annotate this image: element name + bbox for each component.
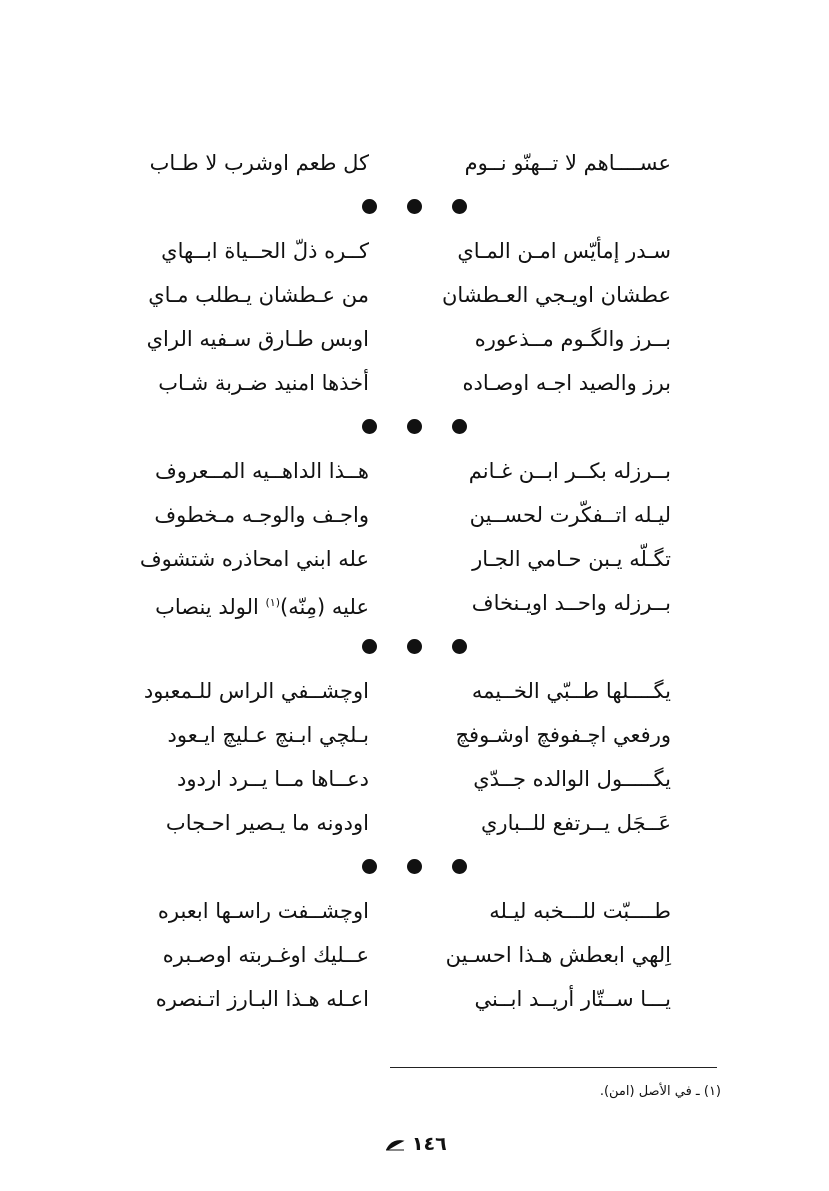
dot-icon [407,639,422,654]
verse-first-hemistich: طــــبّت للـــخبه ليـله [489,899,671,923]
stanza-separator [0,404,829,448]
dot-icon [452,199,467,214]
page-number: ١٤٦ [411,1133,447,1155]
verse-first-hemistich: عســــاهم لا تــهنّو نــوم [464,151,671,175]
verse-line [0,272,829,316]
footnote-reference: (١) [265,596,281,609]
dot-icon [362,199,377,214]
verse-first-hemistich: ورفعي اچـفوفچ اوشـوفچ [455,723,671,747]
verse-second-hemistich [155,588,369,622]
dot-icon [407,199,422,214]
dot-icon [362,639,377,654]
verse-line [0,888,829,932]
verse-first-hemistich: بــرزله بكــر ابــن غـانم [468,459,671,483]
verse-second-hemistich: واجـف والوجـه مـخطوف [154,503,369,527]
quill-ornament-icon [385,1139,405,1151]
verse-first-hemistich: يگـــــول الوالده جــدّي [473,767,671,791]
verse-first-hemistich: عطشان اويـجي العـطشان [442,283,671,307]
verse-second-hemistich: اودونه ما يـصير احـجاب [165,811,369,835]
verse-first-hemistich: برز والصيد اجـه اوصـاده [462,371,671,395]
verse-first-hemistich: بــرزله واحــد اويـنخاف [471,591,671,615]
verse-line [0,316,829,360]
dot-icon [452,639,467,654]
dot-icon [452,859,467,874]
verse-first-hemistich: بــرز والگـوم مــذعوره [474,327,671,351]
verse-line [0,448,829,492]
stanza-separator [0,844,829,888]
verse-line [0,712,829,756]
verse-first-hemistich: تگـلّه يـبن حـامي الجـار [472,547,671,571]
verse-line [0,580,829,624]
dot-icon [407,419,422,434]
verse-second-hemistich: كــره ذلّ الحــياة ابــهاي [161,239,369,263]
stanza-separator [0,184,829,228]
verse-text: عليه (مِنّه) [280,595,369,619]
verse-first-hemistich: اِلهي ابعطش هـذا احسـين [445,943,671,967]
verse-line [0,976,829,1020]
footnote-divider [390,1067,717,1068]
verse-line [0,756,829,800]
verse-second-hemistich: بـلچي ابـنچ عـليچ ايـعود [167,723,369,747]
verse-second-hemistich: هــذا الداهــيه المــعروف [155,459,369,483]
verse-line [0,800,829,844]
verse-line [0,140,829,184]
verse-line [0,360,829,404]
verse-second-hemistich: اعـله هـذا البـارز اتـنصره [155,987,369,1011]
verse-line [0,668,829,712]
dot-icon [407,859,422,874]
verse-second-hemistich: من عـطشان يـطلب مـاي [148,283,369,307]
verse-first-hemistich: عَــجَل يــرتفع للــباري [481,811,671,835]
poem-body [0,140,829,1020]
verse-line [0,492,829,536]
dot-icon [362,419,377,434]
verse-second-hemistich: اوبس طـارق سـفيه الراي [146,327,369,351]
verse-line [0,228,829,272]
verse-second-hemistich: دعــاها مــا يــرد اردود [177,767,369,791]
verse-second-hemistich: عــليك اوغـربته اوصـبره [162,943,369,967]
page-number-block [0,1133,829,1155]
verse-first-hemistich: سـدر إمأيّس امـن المـاي [457,239,671,263]
verse-first-hemistich: ليـله اتــفكّرت لحســين [469,503,671,527]
verse-second-hemistich: عله ابني امحاذره شتشوف [139,547,369,571]
dot-icon [362,859,377,874]
dot-icon [452,419,467,434]
verse-second-hemistich: أخذها امنيد ضـربة شـاب [158,371,369,395]
verse-second-hemistich: اوچشــفت راسـها ابعبره [157,899,369,923]
verse-second-hemistich: اوچشــفي الراس للـمعبود [143,679,369,703]
verse-second-hemistich: كل طعم اوشرب لا طـاب [149,151,369,175]
verse-line [0,932,829,976]
verse-first-hemistich: يـــا ســتّار أريــد ابــني [474,987,671,1011]
verse-first-hemistich: يگــــلها طــبّي الخــيمه [471,679,671,703]
stanza-separator [0,624,829,668]
verse-text: الولد ينصاب [155,595,266,619]
verse-line [0,536,829,580]
footnote: (١) ـ في الأصل (امن). [599,1084,721,1099]
